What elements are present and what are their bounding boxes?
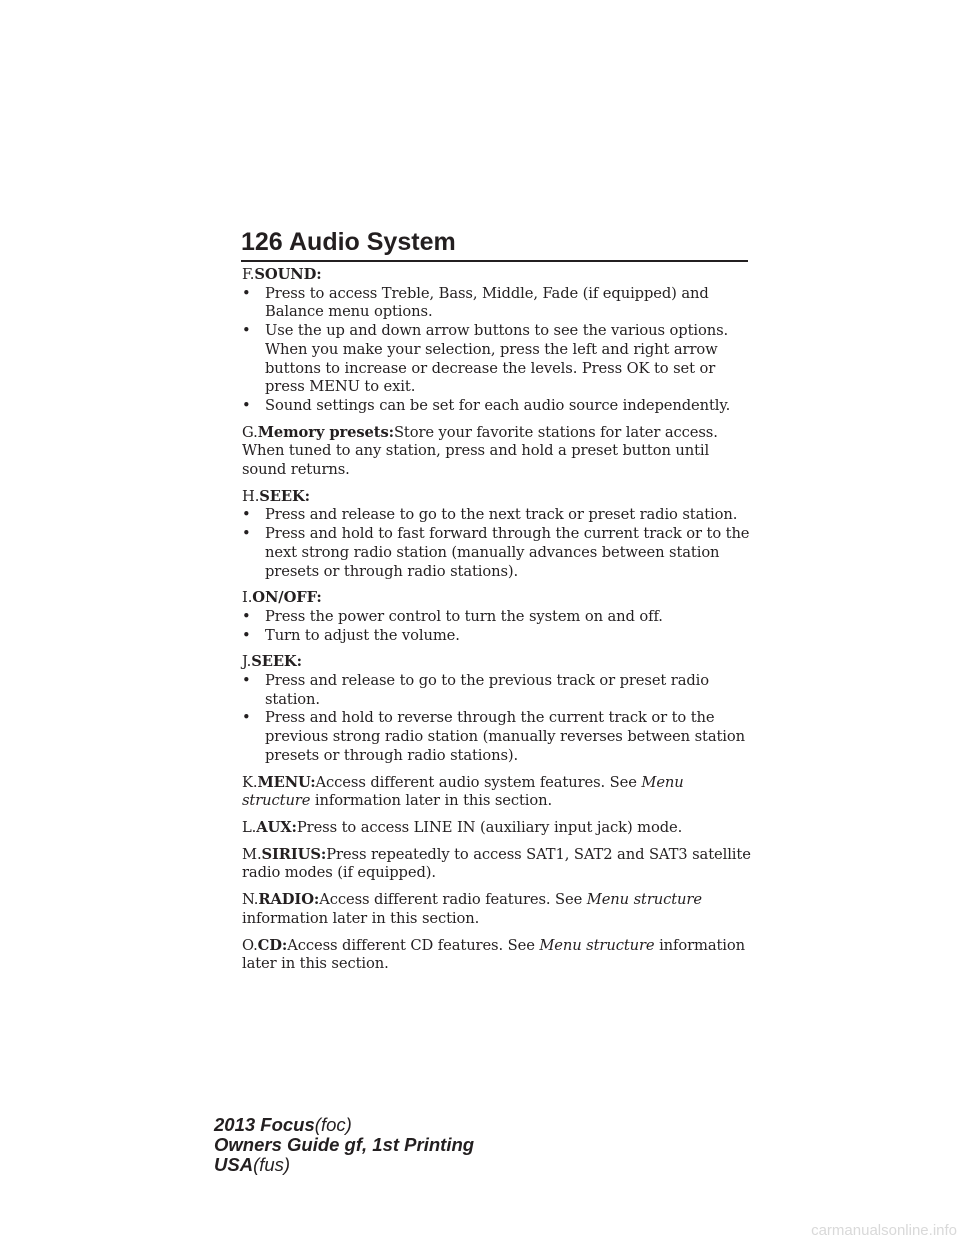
footer-line-3: USA(fus) <box>214 1154 291 1175</box>
item-h-seek <box>242 488 752 582</box>
item-l-aux <box>242 819 752 838</box>
footer-line-1: 2013 Focus(foc) <box>214 1114 352 1135</box>
item-title: SEEK: <box>251 653 302 671</box>
page-footer <box>214 1115 474 1175</box>
bullet-list <box>242 672 752 766</box>
item-text: Access different radio features. See <box>319 891 587 909</box>
bullet-icon: • <box>242 626 251 644</box>
footer-line-2: Owners Guide gf, 1st Printing <box>214 1134 475 1155</box>
bullet-item: • Press the power control to turn the system on and off. <box>242 607 663 625</box>
manual-content <box>242 266 752 982</box>
item-k-menu <box>242 774 752 811</box>
item-text: Press to access LINE IN (auxiliary input jack) mode. <box>296 818 683 836</box>
item-letter: O. <box>242 936 258 954</box>
bullet-list <box>242 608 752 645</box>
cross-reference-link: Menu structure <box>539 936 655 954</box>
bullet-item: • Use the up and down arrow buttons to see the various options. When you make your selection, press the left and right arrow buttons to increase or decrease the levels. Press OK to set or press MENU to exit. <box>242 322 729 396</box>
item-title: SIRIUS: <box>261 845 327 863</box>
item-i-on-off <box>242 589 752 645</box>
bullet-icon: • <box>242 672 251 690</box>
section-title: Audio System <box>289 228 456 256</box>
page-number: 126 <box>241 228 283 256</box>
item-f-sound <box>242 266 752 416</box>
bullet-list <box>242 506 752 581</box>
item-title: MENU: <box>257 773 316 791</box>
bullet-icon: • <box>242 506 251 524</box>
item-title: SEEK: <box>259 487 310 505</box>
item-text: Access different audio system features. See <box>315 773 642 791</box>
bullet-icon: • <box>242 525 251 543</box>
bullet-item: • Press and release to go to the next track or preset radio station. <box>242 506 738 524</box>
item-text: information later in this section. <box>310 792 553 810</box>
item-letter: J. <box>242 653 252 671</box>
bullet-icon: • <box>242 396 251 414</box>
cross-reference-link: Menu structure <box>586 891 702 909</box>
item-m-sirius <box>242 846 752 883</box>
item-text: Access different CD features. See <box>287 936 540 954</box>
bullet-icon: • <box>242 607 251 625</box>
item-letter: L. <box>242 818 257 836</box>
bullet-item: • Sound settings can be set for each audio source independently. <box>242 396 731 414</box>
cross-reference-link: Menu structure <box>242 773 684 810</box>
item-title: ON/OFF: <box>252 589 322 607</box>
item-title: AUX: <box>256 818 297 836</box>
item-title: RADIO: <box>258 891 320 909</box>
item-title: SOUND: <box>254 266 322 283</box>
bullet-item: • Press and release to go to the previous track or preset radio station. <box>242 672 710 708</box>
watermark: carmanualsonline.info <box>727 1222 960 1240</box>
item-letter: K. <box>242 773 258 791</box>
item-g-memory-presets <box>242 424 752 480</box>
item-letter: G. <box>242 423 258 441</box>
bullet-icon: • <box>242 322 251 340</box>
item-title: Memory presets: <box>257 423 394 441</box>
item-letter: I. <box>242 589 253 607</box>
item-n-radio <box>242 891 752 928</box>
item-text: Press repeatedly to access SAT1, SAT2 and SAT3 satellite radio modes (if equipped). <box>242 845 751 882</box>
item-title: CD: <box>257 936 288 954</box>
item-letter: N. <box>242 891 259 909</box>
bullet-item: • Press to access Treble, Bass, Middle, Fade (if equipped) and Balance menu options. <box>242 284 709 321</box>
bullet-item: • Turn to adjust the volume. <box>242 626 460 644</box>
bullet-list <box>242 285 752 416</box>
item-letter: H. <box>242 487 260 505</box>
item-letter: M. <box>242 845 262 863</box>
item-j-seek <box>242 653 752 765</box>
bullet-icon: • <box>242 284 251 302</box>
item-letter: F. <box>242 266 255 283</box>
item-text: information later in this section. <box>242 936 746 973</box>
item-text: information later in this section. <box>242 909 480 927</box>
page-header <box>241 226 748 262</box>
bullet-icon: • <box>242 709 251 727</box>
item-o-cd <box>242 937 752 974</box>
bullet-item: • Press and hold to fast forward through the current track or to the next strong radio station (manually advances between station presets or through radio stations). <box>242 525 750 580</box>
header-rule <box>241 260 748 262</box>
bullet-item: • Press and hold to reverse through the current track or to the previous strong radio station (manually reverses between station presets or through radio stations). <box>242 709 745 764</box>
item-text: Store your favorite stations for later access. When tuned to any station, press and hold a preset button until sound returns. <box>242 423 718 479</box>
